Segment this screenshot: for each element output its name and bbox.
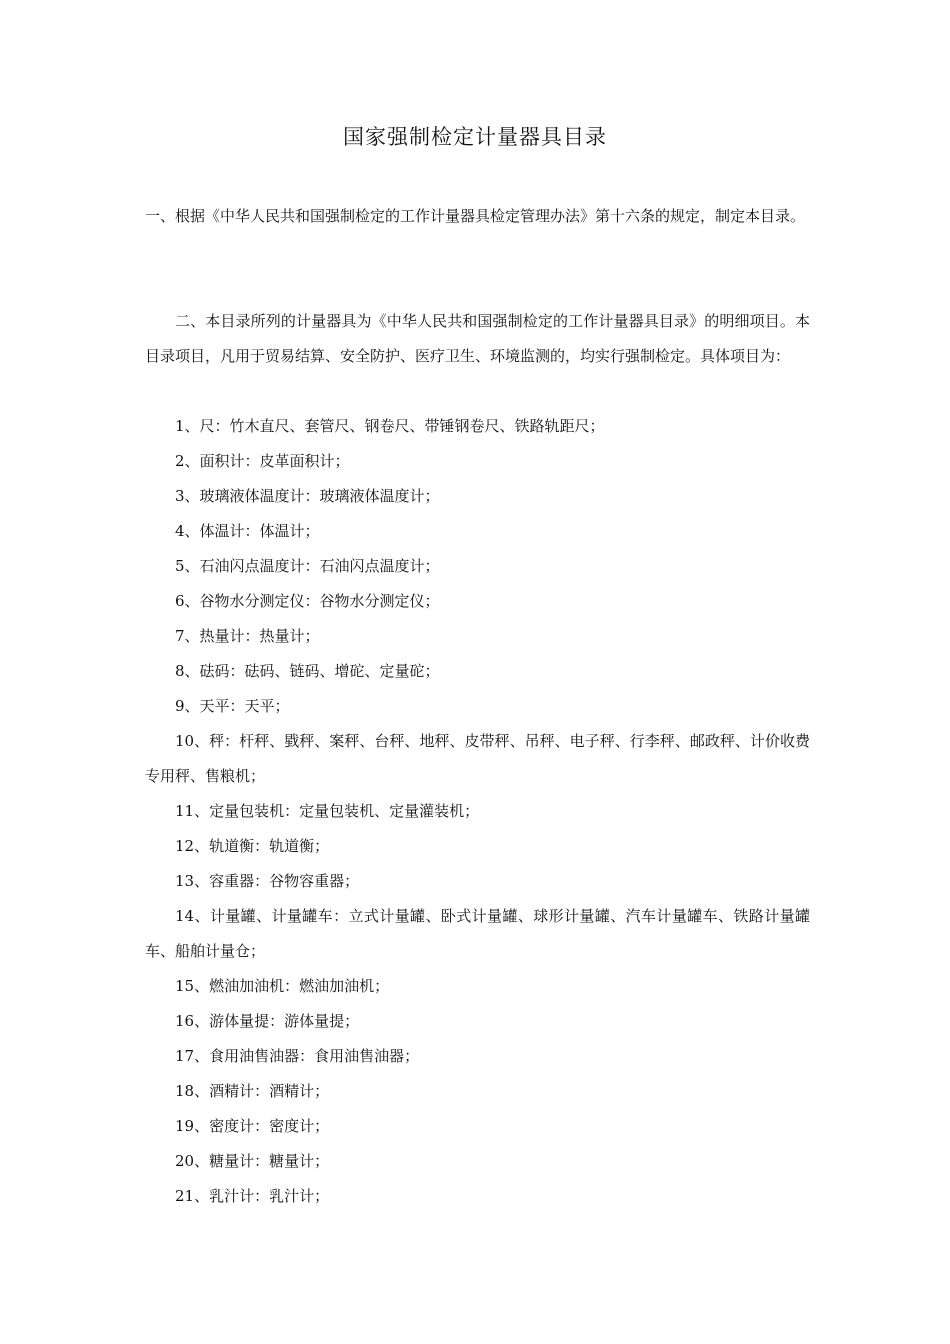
list-item: 14、计量罐、计量罐车：立式计量罐、卧式计量罐、球形计量罐、汽车计量罐车、铁路计量罐车、船舶计量仓；: [145, 907, 810, 960]
list-item: 13、容重器：谷物容重器；: [175, 872, 360, 890]
list-item: 21、乳汁计：乳汁计；: [175, 1187, 330, 1205]
list-item: 10、秤：杆秤、戥秤、案秤、台秤、地秤、皮带秤、吊秤、电子秤、行李秤、邮政秤、计价收费专用秤、售粮机；: [145, 732, 810, 785]
list-item: 15、燃油加油机：燃油加油机；: [175, 977, 390, 995]
document-title: 国家强制检定计量器具目录: [343, 125, 607, 149]
list-item: 18、酒精计：酒精计；: [175, 1082, 330, 1100]
instrument-list: [145, 409, 810, 1214]
list-item: 7、热量计：热量计；: [175, 627, 320, 645]
list-item: 2、面积计：皮革面积计；: [175, 452, 350, 470]
list-item: 16、游体量提：游体量提；: [175, 1012, 360, 1030]
list-item: 4、体温计：体温计；: [175, 522, 320, 540]
list-item: 6、谷物水分测定仪：谷物水分测定仪；: [175, 592, 440, 610]
list-item: 11、定量包装机：定量包装机、定量灌装机；: [175, 802, 480, 820]
list-item: 5、石油闪点温度计：石油闪点温度计；: [175, 557, 440, 575]
list-item: 9、天平：天平；: [175, 697, 290, 715]
paragraph-scope: 二、本目录所列的计量器具为《中华人民共和国强制检定的工作计量器具目录》的明细项目。本目录项目，凡用于贸易结算、安全防护、医疗卫生、环境监测的，均实行强制检定。具体项目为：: [145, 312, 810, 365]
list-item: 3、玻璃液体温度计：玻璃液体温度计；: [175, 487, 440, 505]
list-item: 12、轨道衡：轨道衡；: [175, 837, 330, 855]
list-item: 1、尺：竹木直尺、套管尺、钢卷尺、带锤钢卷尺、铁路轨距尺；: [175, 417, 605, 435]
list-item: 20、糖量计：糖量计；: [175, 1152, 330, 1170]
list-item: 19、密度计：密度计；: [175, 1117, 330, 1135]
list-item: 8、砝码：砝码、链码、增砣、定量砣；: [175, 662, 440, 680]
list-item: 17、食用油售油器：食用油售油器；: [175, 1047, 420, 1065]
paragraph-basis: 一、根据《中华人民共和国强制检定的工作计量器具检定管理办法》第十六条的规定，制定本目录。: [145, 207, 806, 225]
